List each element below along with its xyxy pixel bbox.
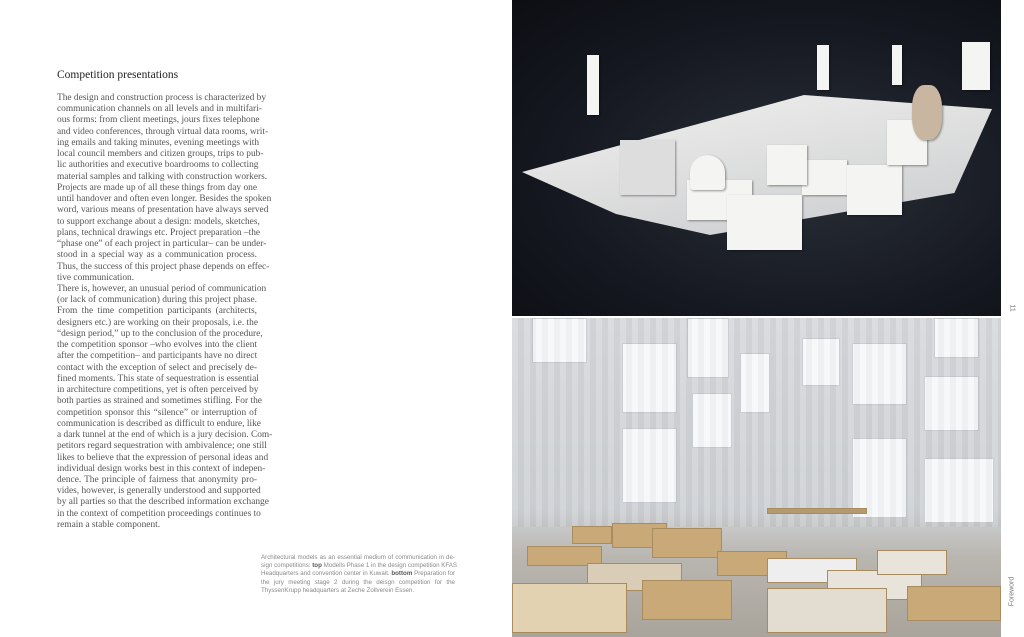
body-line: From the time competition participants (architects, [57,306,257,317]
body-line: and video conferences, through virtual data rooms, writ- [57,126,269,137]
caption-line [261,570,455,578]
model-building [620,140,675,195]
model-tower [892,45,902,85]
model-tower [912,85,942,140]
model-box [512,583,627,633]
photo-jury-room [512,318,1001,637]
body-line: word, various means of presentation have always served [57,205,269,216]
caption-text: Modells Phase 1 in the design competition KFAS [321,562,458,570]
body-line: Projects are made up of all these things from day one [57,182,257,193]
body-line: competition sponsor this “silence” or interruption of [57,407,257,418]
body-line: local council members and citizen groups, trips to pub- [57,149,264,160]
body-line: (or lack of communication) during this project phase. [57,295,257,306]
body-text [57,93,273,531]
caption-line [261,562,458,570]
model-tower [817,45,829,90]
model-box [572,526,612,544]
section-heading: Competition presentations [57,69,179,81]
section-label: Foreword [1008,576,1016,607]
body-line: petitors regard sequestration with ambivalence; one still [57,441,267,452]
body-line: contact with the exception of select and precisely de- [57,362,257,373]
model-box [652,528,722,558]
model-box [642,580,732,620]
model-building [727,195,802,250]
model-dome [690,155,725,190]
body-line: the competition sponsor –who evolves into the client [57,340,257,351]
body-line: to support exchange about a design: models, sketches, [57,216,260,227]
body-line: dence. The principle of fairness that anonymity pro- [57,474,257,485]
body-line: a dark tunnel at the end of which is a jury decision. Com- [57,430,273,441]
photo-caption [261,554,458,595]
body-line: tive communication. [57,272,135,283]
body-line: both parties as strained and sometimes stifling. For the [57,396,262,407]
body-line: until handover and often even longer. Besides the spoken [57,194,272,205]
body-line: likes to believe that the expression of personal ideas and [57,452,269,463]
caption-line: the jury meeting stage 2 during the deisgn competition for the [261,578,455,586]
body-line: “design period,” up to the conclusion of the procedure, [57,328,263,339]
caption-text: sign competitions: [261,562,313,570]
caption-line: Architectural models as an essential medium of communication in de- [261,554,455,561]
curtains [512,318,1001,527]
body-line: ing emails and taking minutes, evening meetings with [57,137,260,148]
caption-text: Preparation for [412,570,455,578]
body-line: lic authorities and executive boardrooms to collecting [57,160,259,171]
body-line: The design and construction process is characterized by [57,93,267,103]
model-tower [587,55,599,115]
body-line: vides, however, is generally understood and supported [57,486,261,497]
photo-architectural-models [512,0,1001,316]
body-line: individual design works best in this context of indepen- [57,463,266,474]
body-line: remain a stable component. [57,519,161,530]
body-line: after the competition– and participants have no direct [57,351,258,362]
model-tower [962,42,990,90]
model-box [907,586,1001,621]
body-line: designers etc.) are working on their proposals, i.e. the [57,317,258,328]
model-box [767,588,887,633]
model-box [877,550,947,575]
body-line: by all parties so that the described information exchange [57,497,269,508]
body-line: in architecture competitions, yet is often perceived by [57,385,259,396]
body-line: stood in a special way as a communication process. [57,250,257,261]
body-line: ous forms: from client meetings, jours fixes telephone [57,115,260,126]
page-number: 11 [1008,304,1016,312]
body-line: plans, technical drawings etc. Project preparation –the [57,227,261,238]
model-building [847,165,902,215]
caption-bold-bottom: bottom [391,570,413,578]
model-building [802,160,847,195]
caption-line: ThyssenKrupp headquarters at Zeche Zollverein Essen. [261,586,415,594]
caption-bold-top: top [312,562,322,570]
body-line: Thus, the success of this project phase depends on effec- [57,261,270,272]
body-line: material samples and talking with construction workers. [57,171,268,182]
body-line: communication is described as difficult to endure, like [57,418,261,429]
model-building [767,145,807,185]
body-line: in the context of competition proceedings continues to [57,508,261,519]
body-line: “phase one” of each project in particular– can be under- [57,239,267,250]
body-line: communication channels on all levels and in multifari- [57,104,262,115]
body-line: There is, however, an unusual period of communication [57,283,267,294]
body-line: fined moments. This state of sequestration is essential [57,373,259,384]
caption-text: Headquarters and convention center in Kuwait. [261,570,392,578]
table [767,508,867,514]
